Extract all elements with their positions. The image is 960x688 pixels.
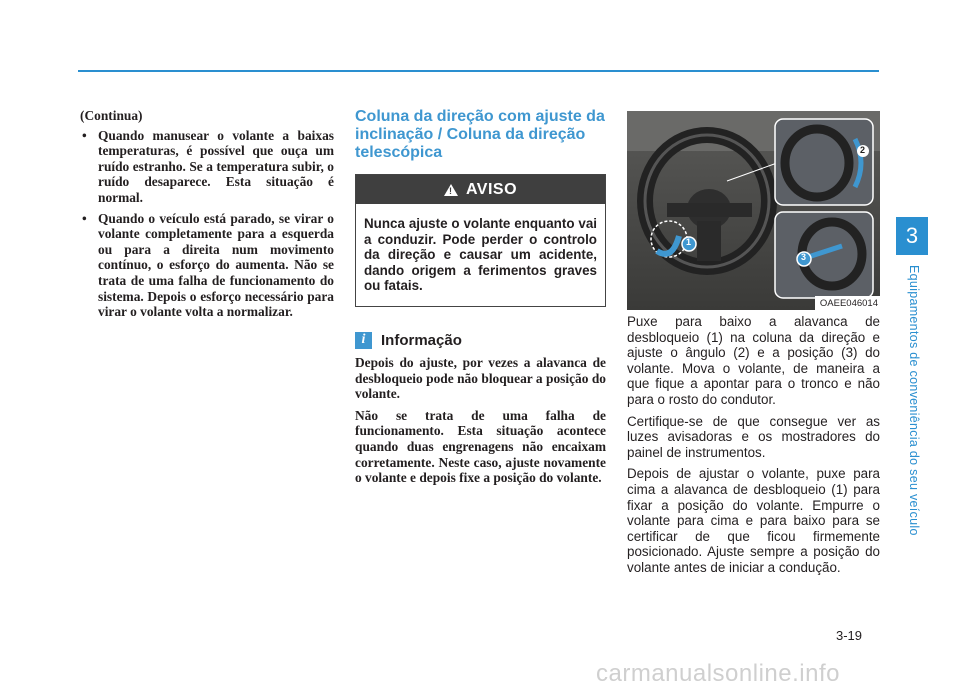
callout-1: 1 xyxy=(686,237,692,247)
page-number: 3-19 xyxy=(836,628,863,643)
continued-label: (Continua) xyxy=(80,108,143,123)
middle-column xyxy=(355,108,606,492)
list-item: • Quando manusear o volante a baixas temperaturas, é possível que ouça um ruído estranho. Se a temperatura subir, o ruído desaparece. Esta situação é normal. xyxy=(82,127,334,205)
info-paragraph: Não se trata de uma falha de funcionamento. Esta situação acontece quando duas engrenagens não encaixam corretamente. Neste caso, ajuste novamente o volante e depois fixe a posição do volante. xyxy=(355,407,606,486)
info-text xyxy=(355,355,606,486)
chapter-number: 3 xyxy=(896,217,928,255)
body-paragraph: Depois de ajustar o volante, puxe para cima a alavanca de desbloqueio (1) para fixar a posição do volante. Empurre o volante para cima e para baixo para se certificar de que ficou firmemente posicionado. Ajuste sempre a posição do volante antes de iniciar a condução. xyxy=(627,466,880,575)
callout-2: 2 xyxy=(860,145,866,155)
warning-box xyxy=(355,174,606,307)
chapter-title: Equipamentos de conveniência do seu veículo xyxy=(907,265,921,536)
warning-header xyxy=(356,175,605,204)
body-paragraph: Puxe para baixo a alavanca de desbloqueio (1) na coluna da direção e ajuste o ângulo (2) e a posição (3) do volante. Mova o volante, de maneira a que fique a apontar para o tronco e não para o rosto do condutor. xyxy=(627,314,880,407)
warning-title: AVISO xyxy=(465,180,518,198)
right-column xyxy=(627,314,880,582)
header-rule xyxy=(78,70,879,72)
list-item: • Quando o veículo está parado, se virar o volante completamente para a esquerda ou para a direita num movimento contínuo, o esforço do aumenta. Não se trata de uma falha de funcionamento do sistema. Depois o esforço necessário para virar o volante volta a normalizar. xyxy=(82,210,334,320)
section-title: Coluna da direção com ajuste da inclinação / Coluna da direção telescópica xyxy=(355,108,605,161)
body-paragraph: Certifique-se de que consegue ver as luzes avisadoras e os mostradores do painel de instrumentos. xyxy=(627,413,880,460)
steering-wheel-illustration xyxy=(627,111,880,310)
steering-wheel-photo xyxy=(627,111,880,310)
callout-3: 3 xyxy=(801,252,807,262)
warning-icon: ! xyxy=(444,184,458,196)
warning-text: Nunca ajuste o volante enquanto vai a conduzir. Pode perder o controlo da direção e causar um acidente, dando origem a ferimentos graves ou fatais. xyxy=(364,216,597,294)
figure-code: OAEE046014 xyxy=(815,296,880,310)
info-paragraph: Depois do ajuste, por vezes a alavanca de desbloqueio pode não bloquear a posição do volante. xyxy=(355,354,606,402)
left-column xyxy=(80,108,334,325)
info-title: Informação xyxy=(381,331,462,349)
watermark-link[interactable]: carmanualsonline.info xyxy=(596,660,840,687)
info-icon: i xyxy=(355,332,372,349)
info-header xyxy=(355,332,606,349)
